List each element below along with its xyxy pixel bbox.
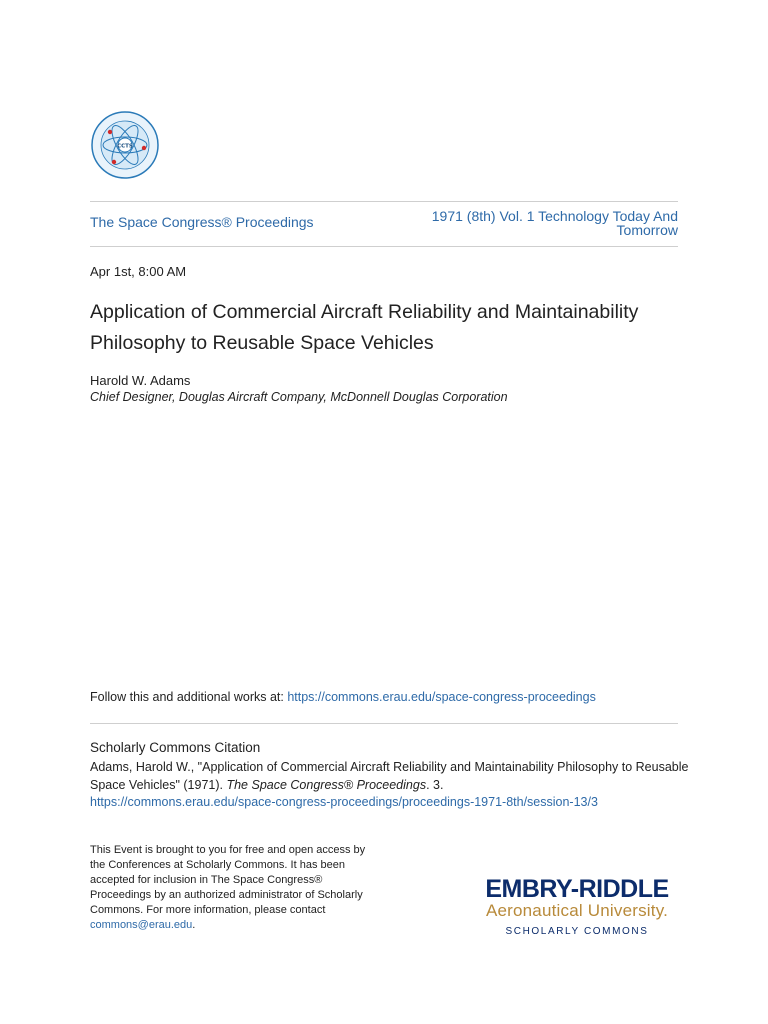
citation-url-link[interactable]: https://commons.erau.edu/space-congress-proceedings/proceedings-1971-8th/session-13/3 [90,795,598,809]
follow-line [90,690,596,704]
ccts-logo [90,110,160,180]
event-date: Apr 1st, 8:00 AM [90,264,187,279]
citation-rule [90,723,678,724]
citation-body: Adams, Harold W., "Application of Commercial Aircraft Reliability and Maintainability Philosophy to Reusable Space Vehicles" (1971). [90,760,689,792]
brand-name: EMBRY-RIDDLE [485,875,669,903]
volume-link[interactable]: 1971 (8th) Vol. 1 Technology Today And Tomorrow [431,208,678,238]
series-link[interactable]: The Space Congress® Proceedings [90,214,314,230]
follow-label: Follow this and additional works at: [90,690,288,704]
author-name: Harold W. Adams [90,373,191,388]
citation-journal: The Space Congress® Proceedings [226,777,427,792]
paper-title: Application of Commercial Aircraft Reliability and Maintainability Philosophy to Reusable Space Vehicles [90,301,639,354]
citation-heading: Scholarly Commons Citation [90,740,261,755]
header-top-rule [90,201,678,202]
brand-tagline: SCHOLARLY COMMONS [505,926,649,937]
author-affiliation: Chief Designer, Douglas Aircraft Company, McDonnell Douglas Corporation [90,390,508,404]
citation-suffix: . 3. [426,777,444,792]
citation-text [90,759,690,812]
notice-end: . [192,919,196,931]
notice-text: This Event is brought to you for free and open access by the Conferences at Scholarly Commons. It has been accepted for inclusion in The Space Congress® Proceedings by an authorized administrator of Scholarly Commons. For more information, please contact [90,844,366,916]
follow-url-link[interactable]: https://commons.erau.edu/space-congress-proceedings [287,690,596,704]
contact-email-link[interactable]: commons@erau.edu [90,919,193,931]
svg-text:CCTS: CCTS [117,143,133,150]
embry-riddle-logo [472,876,682,937]
header-bottom-rule [90,246,678,247]
ccts-seal-icon [90,110,160,180]
brand-subtitle: Aeronautical University. [485,901,669,920]
access-notice [90,843,380,933]
